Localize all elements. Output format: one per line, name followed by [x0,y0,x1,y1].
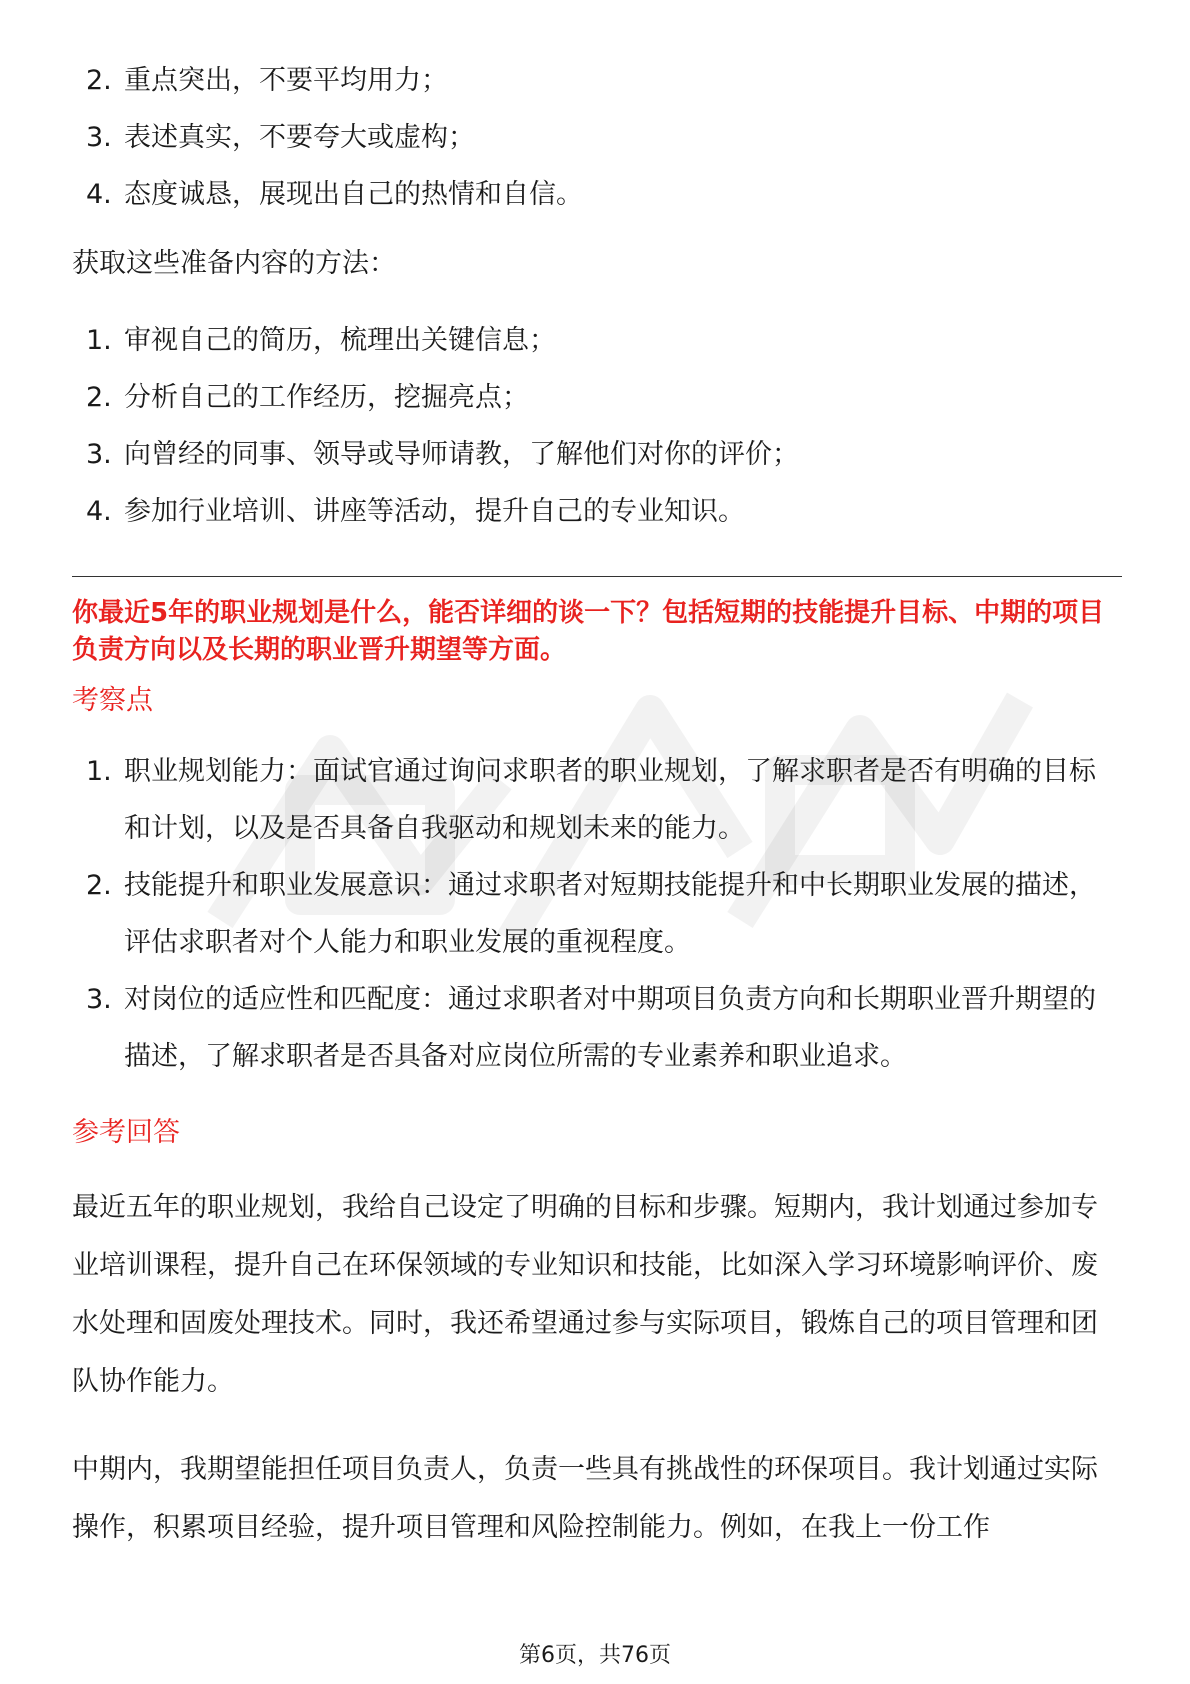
list-item: 2. 技能提升和职业发展意识：通过求职者对短期技能提升和中长期职业发展的描述，评估求职者对个人能力和职业发展的重视程度。 [86,870,1096,958]
list-item: 3. 表述真实，不要夸大或虚构； [86,122,475,153]
list-item: 2. 分析自己的工作经历，挖掘亮点； [86,382,529,413]
interview-question: 你最近5年的职业规划是什么，能否详细的谈一下？包括短期的技能提升目标、中期的项目负责方向以及长期的职业晋升期望等方面。 [72,598,1105,665]
answer-paragraph: 最近五年的职业规划，我给自己设定了明确的目标和步骤。短期内，我计划通过参加专业培训课程，提升自己在环保领域的专业知识和技能，比如深入学习环境影响评价、废水处理和固废处理技术。同时，我还希望通过参与实际项目，锻炼自己的项目管理和团队协作能力。 [72,1192,1098,1397]
list-item: 3. 对岗位的适应性和匹配度：通过求职者对中期项目负责方向和长期职业晋升期望的描述，了解求职者是否具备对应岗位所需的专业素养和职业追求。 [86,984,1096,1072]
assess-points-label: 考察点 [72,685,153,716]
methods-list [72,312,1122,540]
methods-heading: 获取这些准备内容的方法： [72,248,396,279]
page-content [72,52,1122,1557]
list-item: 2. 重点突出，不要平均用力； [86,65,448,96]
page-number: 第6页，共76页 [519,1643,671,1668]
list-item: 4. 态度诚恳，展现出自己的热情和自信。 [86,179,583,210]
list-item: 3. 向曾经的同事、领导或导师请教，了解他们对你的评价； [86,439,799,470]
reference-answer-label: 参考回答 [72,1117,180,1148]
answer-paragraph: 中期内，我期望能担任项目负责人，负责一些具有挑战性的环保项目。我计划通过实际操作，积累项目经验，提升项目管理和风险控制能力。例如，在我上一份工作 [72,1454,1098,1543]
assess-points-list [72,743,1122,1085]
list-item: 4. 参加行业培训、讲座等活动，提升自己的专业知识。 [86,496,745,527]
list-item: 1. 审视自己的简历，梳理出关键信息； [86,325,556,356]
list-item: 1. 职业规划能力：面试官通过询问求职者的职业规划，了解求职者是否有明确的目标和计划，以及是否具备自我驱动和规划未来的能力。 [86,756,1096,844]
prep-tips-list [72,52,1122,223]
section-divider [72,576,1122,577]
